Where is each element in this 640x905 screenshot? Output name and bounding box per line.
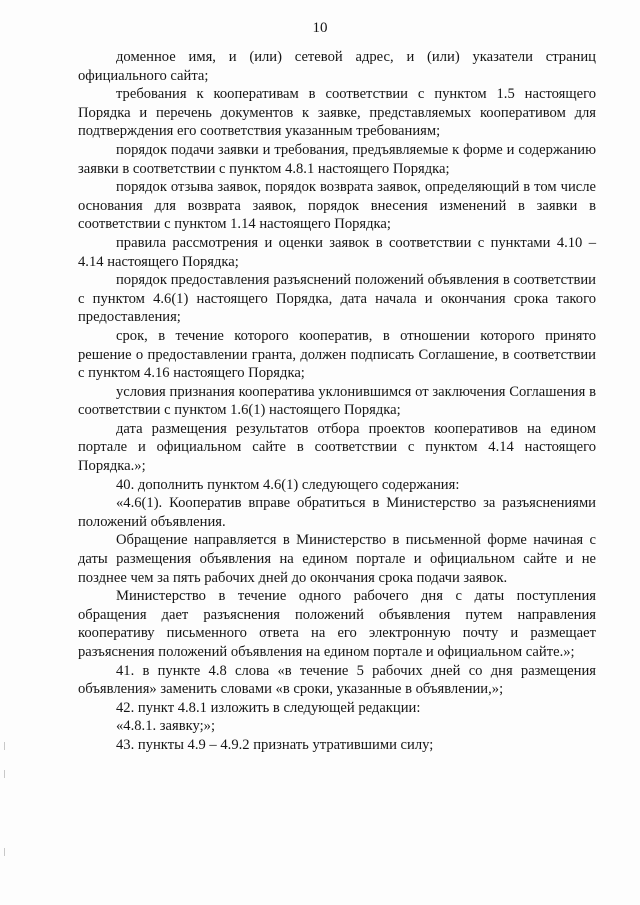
paragraph: 40. дополнить пунктом 4.6(1) следующего содержания: [116, 476, 460, 493]
paragraph: «4.6(1). Кооператив вправе обратиться в Министерство за разъяснениями положений объявления. [78, 495, 596, 530]
paragraph: требования к кооперативам в соответствии с пунктом 1.5 настоящего Порядка и перечень документов к заявке, представляемых кооперативом для подтверждения его соответствия указанным требованиям; [78, 86, 596, 140]
document-body [78, 48, 596, 755]
paragraph: порядок отзыва заявок, порядок возврата заявок, определяющий в том числе основания для возврата заявок, порядок внесения изменений в заявки в соответствии с пунктом 1.14 настоящего Порядка; [78, 179, 596, 233]
paragraph: доменное имя, и (или) сетевой адрес, и (или) указатели страниц официального сайта; [78, 49, 596, 84]
scan-artifact [4, 770, 5, 778]
paragraph: Обращение направляется в Министерство в письменной форме начиная с даты размещения объявления на едином портале и официальном сайте и не позднее чем за пять рабочих дней до окончания срока подачи заявок. [78, 532, 596, 586]
paragraph: 43. пункты 4.9 – 4.9.2 признать утратившими силу; [116, 736, 434, 753]
paragraph: срок, в течение которого кооператив, в отношении которого принято решение о предоставлении гранта, должен подписать Соглашение, в соответствии с пунктом 4.16 настоящего Порядка; [78, 327, 596, 382]
paragraph: Министерство в течение одного рабочего дня с даты поступления обращения дает разъяснения положений объявления путем направления кооперативу письменного ответа на его электронную почту и размещает разъяснения положений объявления на едином портале и официальном сайте.»; [78, 588, 596, 660]
paragraph: 42. пункт 4.8.1 изложить в следующей редакции: [116, 699, 421, 716]
paragraph: порядок подачи заявки и требования, предъявляемые к форме и содержанию заявки в соответствии с пунктом 4.8.1 настоящего Порядка; [78, 141, 596, 177]
page-number: 10 [312, 20, 328, 36]
paragraph: порядок предоставления разъяснений положений объявления в соответствии с пунктом 4.6(1) настоящего Порядка, дата начала и окончания срока такого предоставления; [78, 272, 596, 326]
paragraph: «4.8.1. заявку;»; [116, 718, 216, 735]
paragraph: дата размещения результатов отбора проектов кооперативов на едином портале и официальном сайте в соответствии с пунктом 4.14 настоящего Порядка.»; [78, 420, 596, 475]
paragraph: правила рассмотрения и оценки заявок в соответствии с пунктами 4.10 – 4.14 настоящего Порядка; [78, 234, 596, 270]
paragraph: условия признания кооператива уклонившимся от заключения Соглашения в соответствии с пунктом 1.6(1) настоящего Порядка; [78, 383, 596, 419]
scan-artifact [4, 848, 5, 856]
scan-artifact [4, 742, 5, 750]
paragraph: 41. в пункте 4.8 слова «в течение 5 рабочих дней со дня размещения объявления» заменить словами «в сроки, указанные в объявлении,»; [78, 662, 596, 698]
